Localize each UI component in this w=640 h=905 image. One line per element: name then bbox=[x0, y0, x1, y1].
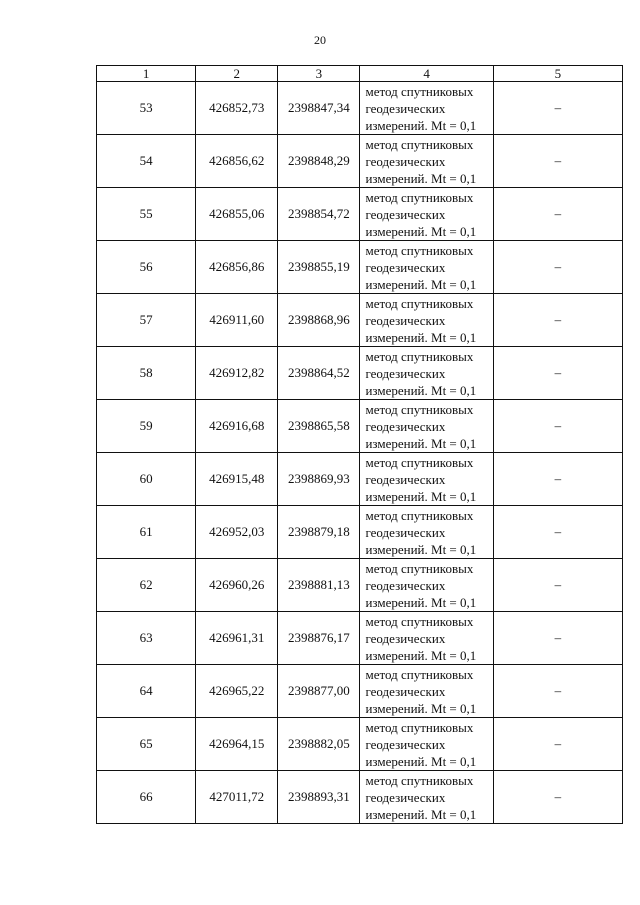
table-row bbox=[97, 453, 623, 506]
x-coordinate-cell: 426856,86 bbox=[196, 241, 278, 294]
note-cell: – bbox=[493, 241, 622, 294]
table-row bbox=[97, 400, 623, 453]
point-number-cell: 62 bbox=[97, 559, 196, 612]
x-coordinate-cell: 426856,62 bbox=[196, 135, 278, 188]
y-coordinate-cell: 2398848,29 bbox=[278, 135, 360, 188]
point-number-cell: 54 bbox=[97, 135, 196, 188]
method-cell: метод спутниковых геодезических измерений. Mt = 0,1 bbox=[360, 453, 493, 506]
method-cell: метод спутниковых геодезических измерений. Mt = 0,1 bbox=[360, 559, 493, 612]
note-cell: – bbox=[493, 347, 622, 400]
method-cell: метод спутниковых геодезических измерений. Mt = 0,1 bbox=[360, 347, 493, 400]
table-row bbox=[97, 82, 623, 135]
point-number-cell: 56 bbox=[97, 241, 196, 294]
x-coordinate-cell: 426855,06 bbox=[196, 188, 278, 241]
method-cell: метод спутниковых геодезических измерений. Mt = 0,1 bbox=[360, 400, 493, 453]
column-header-4: 4 bbox=[360, 66, 493, 82]
y-coordinate-cell: 2398865,58 bbox=[278, 400, 360, 453]
note-cell: – bbox=[493, 718, 622, 771]
table-row bbox=[97, 718, 623, 771]
x-coordinate-cell: 426915,48 bbox=[196, 453, 278, 506]
method-cell: метод спутниковых геодезических измерений. Mt = 0,1 bbox=[360, 188, 493, 241]
x-coordinate-cell: 427011,72 bbox=[196, 771, 278, 824]
note-cell: – bbox=[493, 559, 622, 612]
y-coordinate-cell: 2398893,31 bbox=[278, 771, 360, 824]
note-cell: – bbox=[493, 453, 622, 506]
table-row bbox=[97, 347, 623, 400]
method-cell: метод спутниковых геодезических измерений. Mt = 0,1 bbox=[360, 82, 493, 135]
method-cell: метод спутниковых геодезических измерений. Mt = 0,1 bbox=[360, 665, 493, 718]
x-coordinate-cell: 426961,31 bbox=[196, 612, 278, 665]
point-number-cell: 57 bbox=[97, 294, 196, 347]
point-number-cell: 53 bbox=[97, 82, 196, 135]
table-row bbox=[97, 506, 623, 559]
method-cell: метод спутниковых геодезических измерений. Mt = 0,1 bbox=[360, 294, 493, 347]
point-number-cell: 64 bbox=[97, 665, 196, 718]
column-header-2: 2 bbox=[196, 66, 278, 82]
x-coordinate-cell: 426952,03 bbox=[196, 506, 278, 559]
point-number-cell: 55 bbox=[97, 188, 196, 241]
point-number-cell: 66 bbox=[97, 771, 196, 824]
method-cell: метод спутниковых геодезических измерений. Mt = 0,1 bbox=[360, 135, 493, 188]
column-header-5: 5 bbox=[493, 66, 622, 82]
point-number-cell: 63 bbox=[97, 612, 196, 665]
note-cell: – bbox=[493, 188, 622, 241]
y-coordinate-cell: 2398882,05 bbox=[278, 718, 360, 771]
note-cell: – bbox=[493, 135, 622, 188]
y-coordinate-cell: 2398868,96 bbox=[278, 294, 360, 347]
table-row bbox=[97, 241, 623, 294]
x-coordinate-cell: 426965,22 bbox=[196, 665, 278, 718]
coordinates-table bbox=[96, 65, 623, 824]
x-coordinate-cell: 426960,26 bbox=[196, 559, 278, 612]
point-number-cell: 59 bbox=[97, 400, 196, 453]
column-header-1: 1 bbox=[97, 66, 196, 82]
note-cell: – bbox=[493, 665, 622, 718]
note-cell: – bbox=[493, 400, 622, 453]
y-coordinate-cell: 2398864,52 bbox=[278, 347, 360, 400]
method-cell: метод спутниковых геодезических измерений. Mt = 0,1 bbox=[360, 506, 493, 559]
method-cell: метод спутниковых геодезических измерений. Mt = 0,1 bbox=[360, 771, 493, 824]
table-row bbox=[97, 559, 623, 612]
y-coordinate-cell: 2398877,00 bbox=[278, 665, 360, 718]
note-cell: – bbox=[493, 771, 622, 824]
method-cell: метод спутниковых геодезических измерений. Mt = 0,1 bbox=[360, 612, 493, 665]
x-coordinate-cell: 426916,68 bbox=[196, 400, 278, 453]
y-coordinate-cell: 2398854,72 bbox=[278, 188, 360, 241]
table-row bbox=[97, 188, 623, 241]
table-body bbox=[97, 82, 623, 824]
note-cell: – bbox=[493, 612, 622, 665]
point-number-cell: 61 bbox=[97, 506, 196, 559]
note-cell: – bbox=[493, 506, 622, 559]
column-header-3: 3 bbox=[278, 66, 360, 82]
y-coordinate-cell: 2398847,34 bbox=[278, 82, 360, 135]
y-coordinate-cell: 2398876,17 bbox=[278, 612, 360, 665]
table-row bbox=[97, 771, 623, 824]
point-number-cell: 58 bbox=[97, 347, 196, 400]
method-cell: метод спутниковых геодезических измерений. Mt = 0,1 bbox=[360, 718, 493, 771]
x-coordinate-cell: 426912,82 bbox=[196, 347, 278, 400]
x-coordinate-cell: 426964,15 bbox=[196, 718, 278, 771]
note-cell: – bbox=[493, 294, 622, 347]
method-cell: метод спутниковых геодезических измерений. Mt = 0,1 bbox=[360, 241, 493, 294]
table-row bbox=[97, 294, 623, 347]
point-number-cell: 65 bbox=[97, 718, 196, 771]
point-number-cell: 60 bbox=[97, 453, 196, 506]
y-coordinate-cell: 2398881,13 bbox=[278, 559, 360, 612]
y-coordinate-cell: 2398879,18 bbox=[278, 506, 360, 559]
page-number: 20 bbox=[314, 33, 326, 47]
table-row bbox=[97, 612, 623, 665]
note-cell: – bbox=[493, 82, 622, 135]
x-coordinate-cell: 426911,60 bbox=[196, 294, 278, 347]
table-row bbox=[97, 665, 623, 718]
y-coordinate-cell: 2398855,19 bbox=[278, 241, 360, 294]
table-row bbox=[97, 135, 623, 188]
x-coordinate-cell: 426852,73 bbox=[196, 82, 278, 135]
table-header-row bbox=[97, 66, 623, 82]
y-coordinate-cell: 2398869,93 bbox=[278, 453, 360, 506]
